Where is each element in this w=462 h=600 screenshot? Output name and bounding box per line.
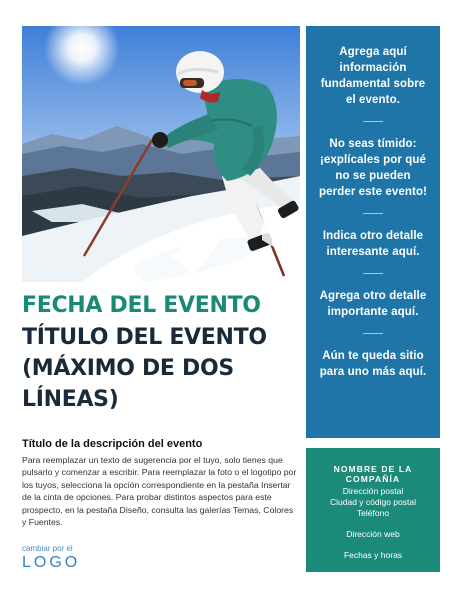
company-phone[interactable]: Teléfono bbox=[356, 508, 390, 518]
company-hours[interactable]: Fechas y horas bbox=[343, 550, 403, 560]
highlight-item-4[interactable]: Agrega otro detalle importante aquí. bbox=[319, 290, 427, 318]
skier-illustration bbox=[22, 26, 300, 282]
highlight-item-3[interactable]: Indica otro detalle interesante aquí. bbox=[322, 230, 424, 258]
highlights-sidebar bbox=[306, 26, 440, 438]
logo-caption: cambiar por el bbox=[22, 544, 73, 553]
event-title[interactable]: TÍTULO DEL EVENTO (MÁXIMO DE DOS LÍNEAS) bbox=[22, 325, 267, 412]
logo-placeholder[interactable] bbox=[22, 544, 142, 572]
divider bbox=[363, 333, 383, 334]
spacer bbox=[312, 540, 434, 550]
highlight-item-1[interactable]: Agrega aquí información fundamental sobre el evento. bbox=[320, 46, 426, 106]
event-date[interactable]: FECHA DEL EVENTO bbox=[22, 293, 261, 318]
hero-photo[interactable] bbox=[22, 26, 300, 282]
description-title[interactable]: Título de la descripción del evento bbox=[22, 438, 203, 450]
company-name[interactable]: NOMBRE DE LA COMPAÑÍA bbox=[333, 464, 413, 484]
divider bbox=[363, 213, 383, 214]
divider bbox=[363, 273, 383, 274]
company-address[interactable]: Dirección postal bbox=[342, 486, 404, 496]
highlight-item-2[interactable]: No seas tímido: ¡explícales por qué no se pueden perder este evento! bbox=[319, 138, 427, 198]
logo-text: LOGO bbox=[22, 554, 81, 571]
company-web[interactable]: Dirección web bbox=[346, 529, 400, 539]
spacer bbox=[312, 519, 434, 529]
highlight-item-5[interactable]: Aún te queda sitio para uno más aquí. bbox=[319, 350, 427, 378]
company-city[interactable]: Ciudad y código postal bbox=[329, 497, 416, 507]
description-body[interactable]: Para reemplazar un texto de sugerencia por el tuyo, solo tienes que pulsarlo y comenzar a escribir. Para reemplazar la foto o el logotipo por los tuyos, selecciona la opción correspondiente en la pestaña Insertar de la cinta de opciones. Para probar distintos aspectos para este prospecto, en la pestaña Diseño, consulta las galerías Temas, Colores y Fuentes. bbox=[22, 455, 297, 528]
company-info-box bbox=[306, 448, 440, 572]
divider bbox=[363, 121, 383, 122]
